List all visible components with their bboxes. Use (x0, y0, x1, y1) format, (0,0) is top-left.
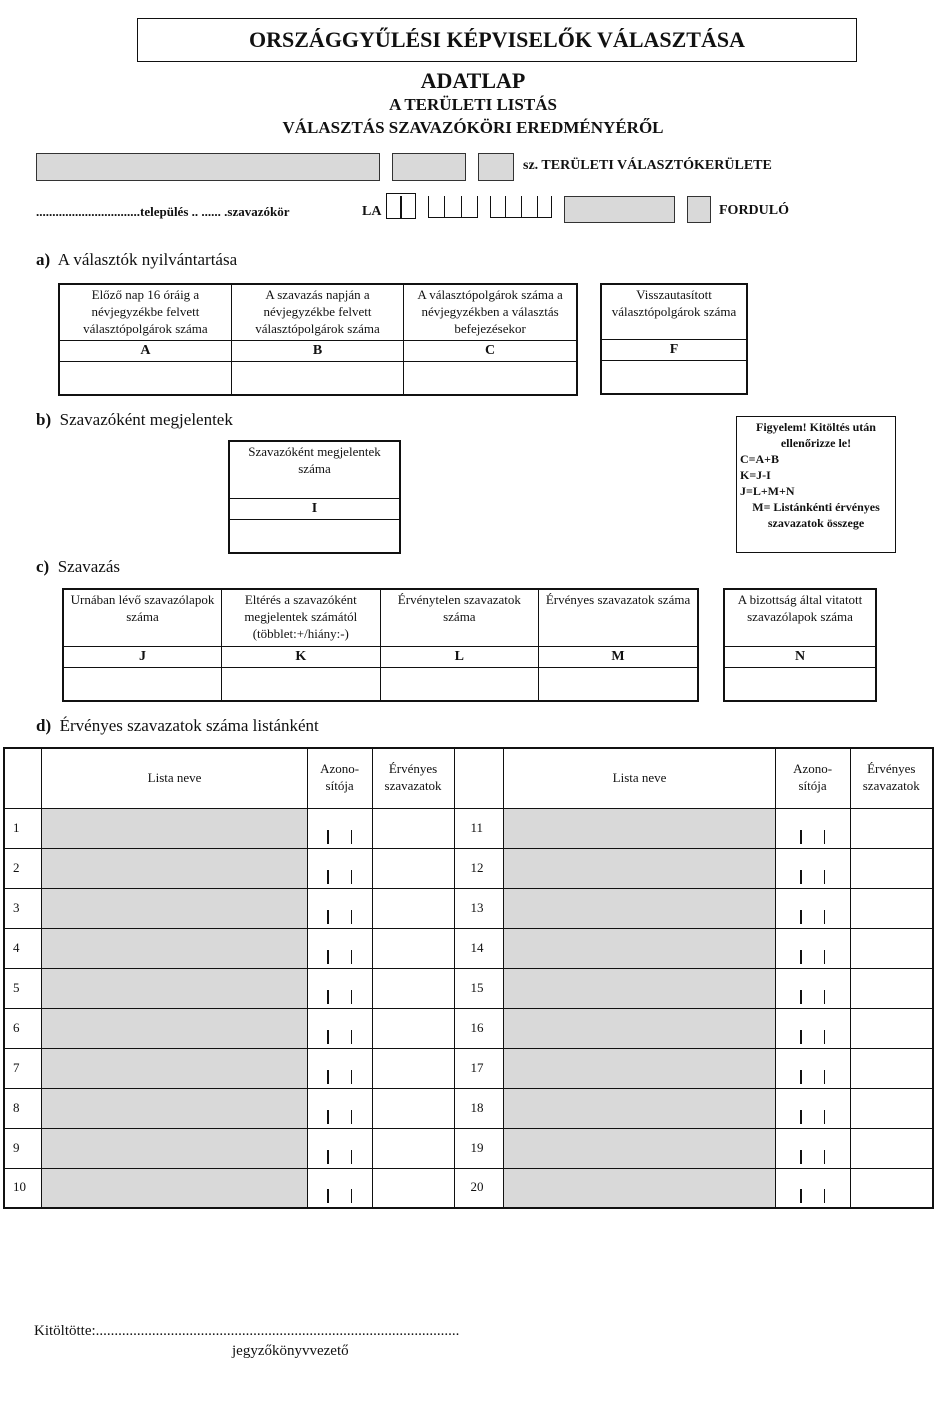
tick (537, 196, 538, 218)
list-id-cell[interactable] (775, 1008, 850, 1048)
id-tick (824, 990, 826, 1004)
list-id-cell[interactable] (307, 1008, 372, 1048)
id-header-right: Azono- sítója (775, 748, 850, 808)
appeared-voters-table (228, 440, 401, 554)
votes-header-right: Érvényes szavazatok (850, 748, 933, 808)
list-name-cell[interactable] (42, 808, 307, 848)
col-c-code: C (404, 340, 577, 361)
id-tick (327, 990, 329, 1004)
section-a-heading (36, 250, 237, 270)
col-j-header: Urnában lévő szavazólapok száma (63, 589, 221, 646)
district-label: sz. TERÜLETI VÁLASZTÓKERÜLETE (523, 158, 772, 173)
col-m-value[interactable] (539, 667, 698, 701)
valid-votes-cell[interactable] (850, 928, 933, 968)
section-d-title: Érvényes szavazatok száma listánként (59, 716, 319, 735)
col-a-value[interactable] (59, 361, 231, 395)
section-b-title: Szavazóként megjelentek (59, 410, 233, 429)
list-votes-table (3, 747, 934, 1209)
list-id-cell[interactable] (307, 848, 372, 888)
la-label: LA (362, 204, 382, 219)
tick (505, 196, 506, 218)
table-row (4, 888, 933, 928)
valid-votes-cell[interactable] (372, 1128, 454, 1168)
id-tick (327, 1070, 329, 1084)
id-tick (351, 1150, 353, 1164)
list-id-cell[interactable] (775, 968, 850, 1008)
id-tick (351, 910, 353, 924)
list-id-cell[interactable] (307, 888, 372, 928)
col-f-header: Visszautasított választópolgárok száma (601, 284, 747, 339)
col-l-header: Érvénytelen szavazatok száma (380, 589, 538, 646)
row-number: 2 (4, 848, 42, 888)
id-tick (824, 1189, 826, 1203)
col-f-value[interactable] (601, 360, 747, 394)
rejected-voters-table (600, 283, 748, 395)
valid-votes-cell[interactable] (372, 888, 454, 928)
col-k-value[interactable] (221, 667, 380, 701)
form-subtitle-adatlap: ADATLAP (420, 68, 526, 93)
table-row (4, 1168, 933, 1208)
table-row (4, 1008, 933, 1048)
tick (521, 196, 522, 218)
row-number: 15 (454, 968, 504, 1008)
row-number: 10 (4, 1168, 42, 1208)
valid-votes-cell[interactable] (372, 1048, 454, 1088)
table-row (4, 848, 933, 888)
col-i-code: I (229, 498, 400, 519)
col-i-header: Szavazóként megjelentek száma (229, 441, 400, 498)
col-n-code: N (724, 646, 876, 667)
col-n-value[interactable] (724, 667, 876, 701)
list-name-cell[interactable] (42, 848, 307, 888)
notice-line-2: K=J-I (740, 468, 771, 482)
list-id-cell[interactable] (775, 1168, 850, 1208)
id-tick (351, 830, 353, 844)
list-name-header-right: Lista neve (504, 748, 775, 808)
valid-votes-cell[interactable] (850, 1048, 933, 1088)
list-name-cell[interactable] (504, 1048, 775, 1088)
notice-line-3: J=L+M+N (740, 484, 795, 498)
id-tick (800, 1110, 802, 1124)
id-tick (327, 1030, 329, 1044)
list-name-cell[interactable] (42, 968, 307, 1008)
row-number: 1 (4, 808, 42, 848)
list-id-cell[interactable] (775, 1048, 850, 1088)
valid-votes-cell[interactable] (372, 1088, 454, 1128)
section-a-title: A választók nyilvántartása (57, 250, 238, 269)
row-number: 3 (4, 888, 42, 928)
id-tick (800, 1070, 802, 1084)
row-number: 18 (454, 1088, 504, 1128)
section-d-heading (36, 716, 319, 736)
list-name-header-left: Lista neve (42, 748, 307, 808)
id-tick (327, 1150, 329, 1164)
list-name-cell[interactable] (42, 1088, 307, 1128)
list-id-cell[interactable] (307, 968, 372, 1008)
id-tick (800, 870, 802, 884)
id-tick (351, 990, 353, 1004)
id-tick (824, 830, 826, 844)
col-b-header: A szavazás napján a névjegyzékbe felvett választópolgárok száma (231, 284, 403, 340)
list-id-cell[interactable] (307, 1088, 372, 1128)
valid-votes-cell[interactable] (850, 1008, 933, 1048)
id-tick (824, 1030, 826, 1044)
row-number: 8 (4, 1088, 42, 1128)
col-l-code: L (380, 646, 538, 667)
col-l-value[interactable] (380, 667, 538, 701)
section-c-heading (36, 557, 120, 577)
valid-votes-cell[interactable] (850, 808, 933, 848)
col-c-header: A választópolgárok száma a névjegyzékben a választás befejezésekor (404, 284, 577, 340)
row-number: 5 (4, 968, 42, 1008)
filled-by-role: jegyzőkönyvvezető (232, 1343, 349, 1359)
col-a-code: A (59, 340, 231, 361)
valid-votes-cell[interactable] (372, 808, 454, 848)
form-title-box (137, 18, 857, 62)
valid-votes-cell[interactable] (372, 968, 454, 1008)
list-name-cell[interactable] (504, 808, 775, 848)
list-id-cell[interactable] (775, 928, 850, 968)
id-tick (327, 830, 329, 844)
row-number: 19 (454, 1128, 504, 1168)
id-tick (800, 950, 802, 964)
disputed-ballots-table (723, 588, 877, 702)
form-subtitle-2: A TERÜLETI LISTÁS (389, 95, 557, 114)
list-name-cell[interactable] (504, 968, 775, 1008)
list-name-cell[interactable] (42, 1008, 307, 1048)
id-tick (800, 910, 802, 924)
row-number: 11 (454, 808, 504, 848)
list-id-cell[interactable] (775, 1088, 850, 1128)
list-id-cell[interactable] (307, 1128, 372, 1168)
voter-register-table (58, 283, 578, 396)
col-k-code: K (221, 646, 380, 667)
row-number: 16 (454, 1008, 504, 1048)
id-tick (351, 1070, 353, 1084)
id-tick (824, 950, 826, 964)
valid-votes-cell[interactable] (850, 848, 933, 888)
section-a-letter: a) (36, 250, 51, 269)
round-label: FORDULÓ (719, 203, 789, 218)
list-name-cell[interactable] (504, 1008, 775, 1048)
id-tick (327, 1110, 329, 1124)
col-b-code: B (231, 340, 403, 361)
list-name-cell[interactable] (42, 1168, 307, 1208)
notice-title: Figyelem! Kitöltés után ellenőrizze le! (756, 420, 876, 450)
id-tick (327, 870, 329, 884)
voting-table (62, 588, 699, 702)
row-number: 13 (454, 888, 504, 928)
id-tick (351, 1030, 353, 1044)
valid-votes-cell[interactable] (850, 1088, 933, 1128)
col-m-header: Érvényes szavazatok száma (539, 589, 698, 646)
col-j-value[interactable] (63, 667, 221, 701)
table-row (4, 1128, 933, 1168)
round-number-field[interactable] (687, 196, 711, 223)
valid-votes-cell[interactable] (372, 928, 454, 968)
section-b-letter: b) (36, 410, 52, 429)
list-name-cell[interactable] (504, 1168, 775, 1208)
id-tick (327, 1189, 329, 1203)
id-tick (824, 1110, 826, 1124)
col-a-header: Előző nap 16 óráig a névjegyzékbe felvett választópolgárok száma (59, 284, 231, 340)
id-tick (327, 910, 329, 924)
row-number: 17 (454, 1048, 504, 1088)
row-number: 14 (454, 928, 504, 968)
list-name-cell[interactable] (504, 888, 775, 928)
round-gray-field[interactable] (564, 196, 675, 223)
valid-votes-cell[interactable] (850, 1168, 933, 1208)
district-name-field[interactable] (36, 153, 380, 181)
valid-votes-cell[interactable] (372, 1168, 454, 1208)
id-tick (800, 1189, 802, 1203)
row-number-header (454, 748, 504, 808)
table-row (4, 968, 933, 1008)
id-tick (800, 1030, 802, 1044)
list-name-cell[interactable] (504, 928, 775, 968)
settlement-line[interactable]: ................................település .. ...... .szavazókör (36, 204, 290, 219)
id-tick (824, 910, 826, 924)
row-number-header (4, 748, 42, 808)
col-f-code: F (601, 339, 747, 360)
district-number-field[interactable] (478, 153, 514, 181)
id-tick (824, 1150, 826, 1164)
id-tick (351, 870, 353, 884)
id-tick (351, 1110, 353, 1124)
list-name-cell[interactable] (42, 1128, 307, 1168)
row-number: 7 (4, 1048, 42, 1088)
check-notice-box (736, 416, 896, 553)
id-tick (824, 870, 826, 884)
row-number: 6 (4, 1008, 42, 1048)
list-id-cell[interactable] (307, 928, 372, 968)
list-id-cell[interactable] (775, 848, 850, 888)
list-id-cell[interactable] (307, 1048, 372, 1088)
id-tick (824, 1070, 826, 1084)
la-tick (400, 196, 402, 218)
section-c-letter: c) (36, 557, 50, 576)
valid-votes-cell[interactable] (372, 848, 454, 888)
tick (461, 196, 462, 218)
id-tick (800, 1150, 802, 1164)
valid-votes-cell[interactable] (372, 1008, 454, 1048)
id-tick (351, 1189, 353, 1203)
list-name-cell[interactable] (504, 1088, 775, 1128)
list-name-cell[interactable] (42, 888, 307, 928)
valid-votes-cell[interactable] (850, 1128, 933, 1168)
col-j-code: J (63, 646, 221, 667)
list-name-cell[interactable] (504, 1128, 775, 1168)
list-id-cell[interactable] (307, 1168, 372, 1208)
valid-votes-cell[interactable] (850, 888, 933, 928)
table-row (4, 808, 933, 848)
valid-votes-cell[interactable] (850, 968, 933, 1008)
col-b-value[interactable] (231, 361, 403, 395)
list-name-cell[interactable] (504, 848, 775, 888)
col-k-header: Eltérés a szavazóként megjelentek számától (többlet:+/hiány:-) (221, 589, 380, 646)
notice-line-4: M= Listánkénti érvényes szavazatok összege (752, 500, 880, 530)
list-id-cell[interactable] (775, 1128, 850, 1168)
col-i-value[interactable] (229, 519, 400, 553)
id-tick (327, 950, 329, 964)
col-m-code: M (539, 646, 698, 667)
section-d-letter: d) (36, 716, 52, 735)
form-title: ORSZÁGGYŰLÉSI KÉPVISELŐK VÁLASZTÁSA (249, 27, 745, 52)
id-header-left: Azono- sítója (307, 748, 372, 808)
col-c-value[interactable] (404, 361, 577, 395)
row-number: 4 (4, 928, 42, 968)
table-row (4, 1048, 933, 1088)
row-number: 20 (454, 1168, 504, 1208)
table-row (4, 928, 933, 968)
col-n-header: A bizottság által vitatott szavazólapok száma (724, 589, 876, 646)
id-tick (800, 830, 802, 844)
district-county-field[interactable] (392, 153, 466, 181)
list-id-cell[interactable] (775, 888, 850, 928)
section-b-heading (36, 410, 233, 430)
form-subtitle-3: VÁLASZTÁS SZAVAZÓKÖRI EREDMÉNYÉRŐL (282, 118, 664, 137)
list-name-cell[interactable] (42, 1048, 307, 1088)
row-number: 9 (4, 1128, 42, 1168)
section-c-title: Szavazás (57, 557, 121, 576)
list-name-cell[interactable] (42, 928, 307, 968)
tick (444, 196, 445, 218)
votes-header-left: Érvényes szavazatok (372, 748, 454, 808)
row-number: 12 (454, 848, 504, 888)
notice-line-1: C=A+B (740, 452, 780, 466)
settlement-code-boxes[interactable] (428, 196, 478, 218)
filled-by-line[interactable]: Kitöltötte:................................................................................................. (34, 1323, 460, 1339)
list-id-cell[interactable] (307, 808, 372, 848)
id-tick (351, 950, 353, 964)
table-row (4, 1088, 933, 1128)
id-tick (800, 990, 802, 1004)
list-id-cell[interactable] (775, 808, 850, 848)
